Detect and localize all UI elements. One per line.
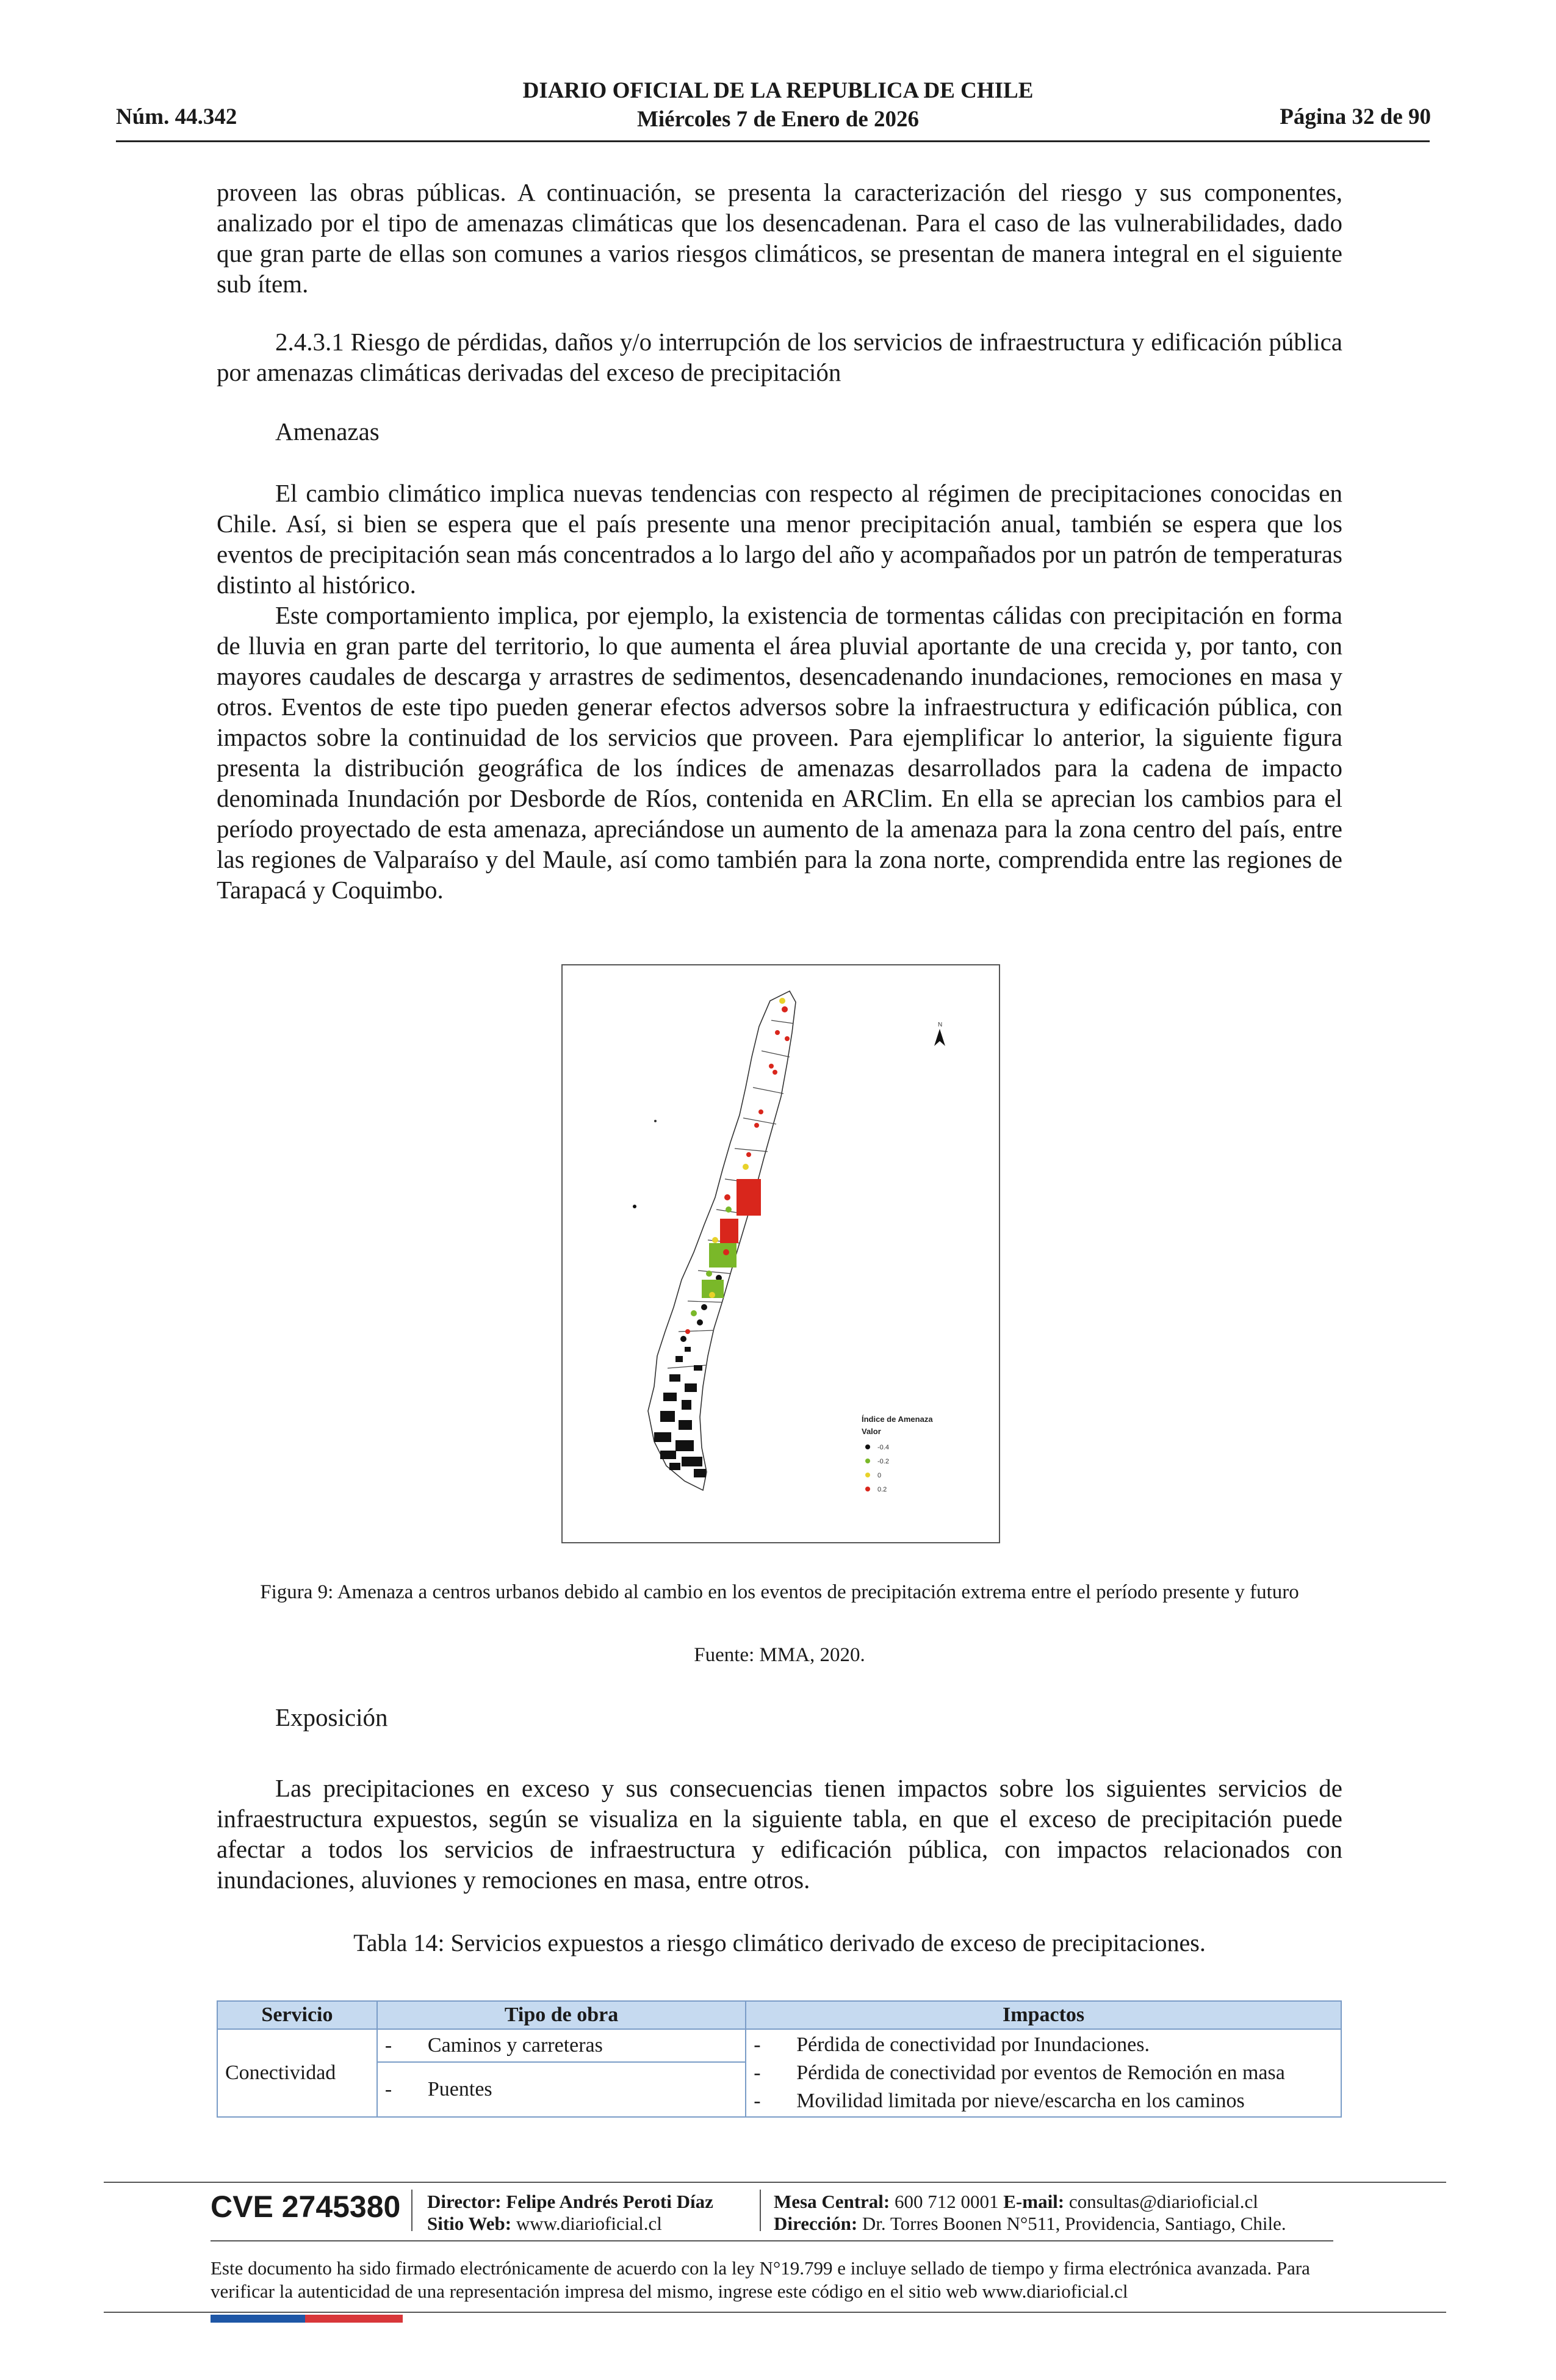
svg-text:0: 0	[877, 1472, 882, 1479]
subheading-exposicion: Exposición	[275, 1703, 388, 1731]
header-tipo-obra: Tipo de obra	[377, 2001, 746, 2029]
impacto-item: Movilidad limitada por nieve/escarcha en los caminos	[796, 2090, 1245, 2112]
legend-item	[865, 1472, 881, 1479]
flag-stripe-blue	[211, 2315, 305, 2323]
legend-subtitle: Valor	[862, 1427, 881, 1436]
website-link[interactable]: www.diarioficial.cl	[516, 2213, 662, 2234]
intro-paragraph: proveen las obras públicas. A continuación, se presenta la caracterización del riesgo y sus componentes, analizado por el tipo de amenazas climáticas que los desencadenan. Para el caso de las vulnerabilidades, dado que gran parte de ellas son comunes a varios riesgos climáticos, se presentan de manera integral en el siguiente sub ítem.	[217, 178, 1342, 298]
impacto-item: Pérdida de conectividad por eventos de Remoción en masa	[796, 2061, 1285, 2084]
footer-contact-block: Mesa Central: 600 712 0001 E-mail: consultas@diarioficial.cl Dirección: Dr. Torres Boonen N°511, Providencia, Santiago, Chile.	[774, 2191, 1286, 2234]
impacto-item: Pérdida de conectividad por Inundaciones.	[796, 2033, 1150, 2056]
email-link[interactable]: consultas@diarioficial.cl	[1068, 2191, 1258, 2212]
chile-map	[563, 965, 999, 1542]
header-impactos: Impactos	[746, 2001, 1341, 2029]
issue-number: Núm. 44.342	[116, 104, 237, 129]
page-number: Página 32 de 90	[1280, 104, 1431, 129]
header-divider	[116, 140, 1430, 142]
table-title: Tabla 14: Servicios expuestos a riesgo climático derivado de exceso de precipitaciones.	[353, 1929, 1206, 1956]
map-legend	[862, 1415, 933, 1493]
phone-number: 600 712 0001	[895, 2191, 999, 2212]
masthead	[427, 76, 1129, 134]
svg-text:N: N	[938, 1022, 943, 1028]
subheading-amenazas: Amenazas	[275, 417, 380, 445]
services-table	[217, 2000, 1342, 2118]
legend-item	[865, 1458, 889, 1465]
obra-item: Puentes	[427, 2078, 492, 2101]
footer-divider-middle	[211, 2240, 1333, 2241]
masthead-date: Miércoles 7 de Enero de 2026	[636, 107, 920, 132]
svg-text:-0.4: -0.4	[877, 1444, 889, 1451]
figure-caption: Figura 9: Amenaza a centros urbanos debido al cambio en los eventos de precipitación extrema entre el período presente y futuro	[260, 1581, 1299, 1603]
cell-impactos: - Pérdida de conectividad por Inundaciones. - Pérdida de conectividad por eventos de Remoción en masa - Movilidad limitada por nieve/escarcha en los caminos	[746, 2029, 1341, 2117]
flag-stripe-red	[305, 2315, 403, 2323]
address: Dr. Torres Boonen N°511, Providencia, Santiago, Chile.	[862, 2213, 1286, 2234]
figure-source: Fuente: MMA, 2020.	[694, 1644, 865, 1666]
obra-item: Caminos y carreteras	[427, 2034, 603, 2057]
table-row	[217, 2029, 1341, 2062]
svg-text:0.2: 0.2	[877, 1486, 887, 1493]
legend-item	[865, 1486, 887, 1493]
svg-text:-0.2: -0.2	[877, 1458, 889, 1465]
legend-item	[865, 1444, 889, 1451]
signature-note: Este documento ha sido firmado electrónicamente de acuerdo con la ley N°19.799 e incluye sellado de tiempo y firma electrónica avanzada. Para verificar la autenticidad de una representación impresa del mismo, ingrese este código en el sitio web www.diarioficial.cl	[211, 2257, 1310, 2302]
threat-points	[633, 998, 790, 1342]
cell-servicio: Conectividad	[217, 2029, 377, 2117]
section-heading: 2.4.3.1 Riesgo de pérdidas, daños y/o interrupción de los servicios de infraestructura y edificación pública por amenazas climáticas derivadas del exceso de precipitación	[217, 328, 1342, 386]
southern-archipelago	[654, 1347, 706, 1477]
director-name: Felipe Andrés Peroti Díaz	[506, 2191, 713, 2212]
cve-code: CVE 2745380	[211, 2190, 401, 2224]
cell-obra: - Caminos y carreteras	[377, 2029, 746, 2062]
exposicion-paragraph: Las precipitaciones en exceso y sus consecuencias tienen impactos sobre los siguientes servicios de infraestructura expuestos, según se visualiza en la siguiente tabla, en que el exceso de precipitación puede afectar a todos los servicios de infraestructura y edificación pública, con impactos relacionados con inundaciones, aluviones y remociones en masa, entre otros.	[217, 1774, 1342, 1894]
footer-separator	[760, 2190, 761, 2231]
header-servicio: Servicio	[217, 2001, 377, 2029]
footer-divider-top	[104, 2182, 1446, 2183]
footer-director-block: Director: Felipe Andrés Peroti Díaz Sitio Web: www.diarioficial.cl	[427, 2191, 713, 2234]
footer-separator	[411, 2190, 412, 2231]
amenazas-paragraph-2: Este comportamiento implica, por ejemplo, la existencia de tormentas cálidas con precipitación en forma de lluvia en gran parte del territorio, lo que aumenta el área pluvial aportante de una crecida y, por tanto, con mayores caudales de descarga y arrastres de sedimentos, desencadenando inundaciones, remociones en masa y otros. Eventos de este tipo pueden generar efectos adversos sobre la infraestructura y edificación pública, con impactos sobre la continuidad de los servicios que proveen. Para ejemplificar lo anterior, la siguiente figura presenta la distribución geográfica de los índices de amenazas desarrollados para la cadena de impacto denominada Inundación por Desborde de Ríos, contenida en ARClim. En ella se aprecian los cambios para el período proyectado de esta amenaza, apreciándose un aumento de la amenaza para la zona centro del país, entre las regiones de Valparaíso y del Maule, así como también para la zona norte, comprendida entre las regiones de Tarapacá y Coquimbo.	[217, 601, 1342, 904]
masthead-title: DIARIO OFICIAL DE LA REPUBLICA DE CHILE	[522, 78, 1034, 103]
amenazas-paragraph-1: El cambio climático implica nuevas tendencias con respecto al régimen de precipitaciones conocidas en Chile. Así, si bien se espera que el país presente una menor precipitación anual, también se espera que los eventos de precipitación sean más concentrados a lo largo del año y acompañados por un patrón de temperaturas distinto al histórico.	[217, 479, 1342, 599]
cell-obra: - Puentes	[377, 2062, 746, 2117]
figure-map	[561, 964, 1000, 1543]
legend-title: Índice de Amenaza	[862, 1415, 933, 1424]
north-arrow-icon	[934, 1022, 945, 1046]
table-header-row	[217, 2001, 1341, 2029]
footer-divider-bottom	[104, 2312, 1446, 2313]
